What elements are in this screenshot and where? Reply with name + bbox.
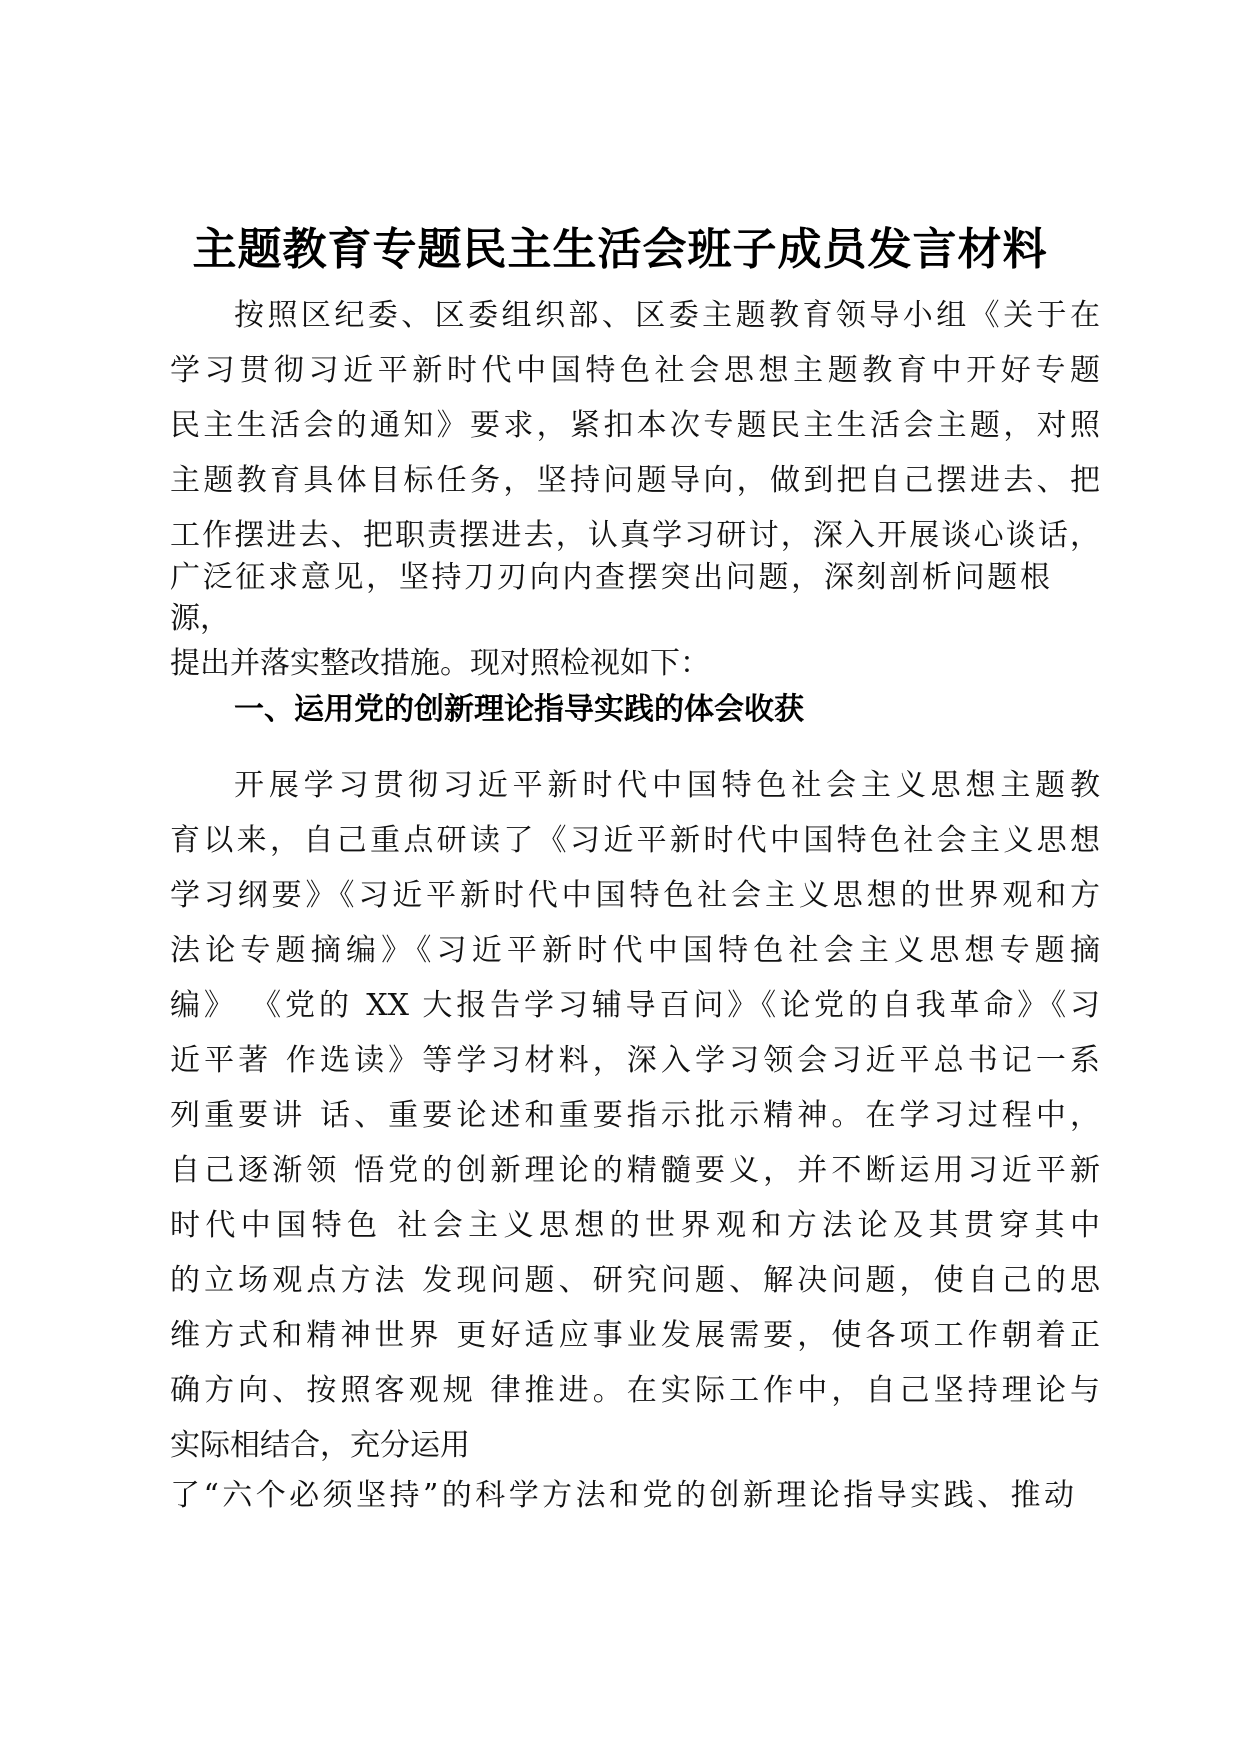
body-line-10: 的立场观点方法 发现问题、研究问题、解决问题，使自己的思 bbox=[170, 1263, 1100, 1298]
body-line-8: 自己逐渐领 悟党的创新理论的精髓要义，并不断运用习近平新 bbox=[170, 1153, 1100, 1188]
document-title: 主题教育专题民主生活会班子成员发言材料 bbox=[192, 224, 1048, 275]
body-line-1: 开展学习贯彻习近平新时代中国特色社会主义思想主题教 bbox=[234, 768, 1100, 803]
body-line-5: 编》 《党的 XX 大报告学习辅导百问》《论党的自我革命》《习 bbox=[170, 988, 1100, 1023]
body-line-2: 育以来，自己重点研读了《习近平新时代中国特色社会主义思想 bbox=[170, 823, 1100, 858]
intro-line-2: 学习贯彻习近平新时代中国特色社会思想主题教育中开好专题 bbox=[170, 353, 1100, 388]
body-line-4: 法论专题摘编》《习近平新时代中国特色社会主义思想专题摘 bbox=[170, 933, 1100, 968]
section-heading: 一、运用党的创新理论指导实践的体会收获 bbox=[234, 692, 804, 727]
body-line-13: 实际相结合，充分运用 bbox=[170, 1428, 470, 1463]
body-line-6: 近平著 作选读》等学习材料，深入学习领会习近平总书记一系 bbox=[170, 1043, 1100, 1078]
intro-line-1: 按照区纪委、区委组织部、区委主题教育领导小组《关于在 bbox=[234, 298, 1100, 333]
intro-line-3: 民主生活会的通知》要求，紧扣本次专题民主生活会主题，对照 bbox=[170, 408, 1100, 443]
body-line-11: 维方式和精神世界 更好适应事业发展需要，使各项工作朝着正 bbox=[170, 1318, 1100, 1353]
intro-line-4: 主题教育具体目标任务，坚持问题导向，做到把自己摆进去、把 bbox=[170, 463, 1100, 498]
body-line-12: 确方向、按照客观规 律推进。在实际工作中，自己坚持理论与 bbox=[170, 1373, 1100, 1408]
intro-line-6: 广泛征求意见，坚持刀刃向内查摆突出问题，深刻剖析问题根 bbox=[170, 560, 1050, 595]
intro-line-8: 提出并落实整改措施。现对照检视如下： bbox=[170, 646, 710, 681]
body-line-14: 了“六个必须坚持”的科学方法和党的创新理论指导实践、推动 bbox=[170, 1478, 1074, 1513]
body-line-9: 时代中国特色 社会主义思想的世界观和方法论及其贯穿其中 bbox=[170, 1208, 1100, 1243]
body-line-3: 学习纲要》《习近平新时代中国特色社会主义思想的世界观和方 bbox=[170, 878, 1100, 913]
intro-line-5: 工作摆进去、把职责摆进去，认真学习研讨，深入开展谈心谈话， bbox=[170, 518, 1100, 553]
intro-line-7: 源， bbox=[170, 601, 230, 636]
body-line-7: 列重要讲 话、重要论述和重要指示批示精神。在学习过程中， bbox=[170, 1098, 1100, 1133]
